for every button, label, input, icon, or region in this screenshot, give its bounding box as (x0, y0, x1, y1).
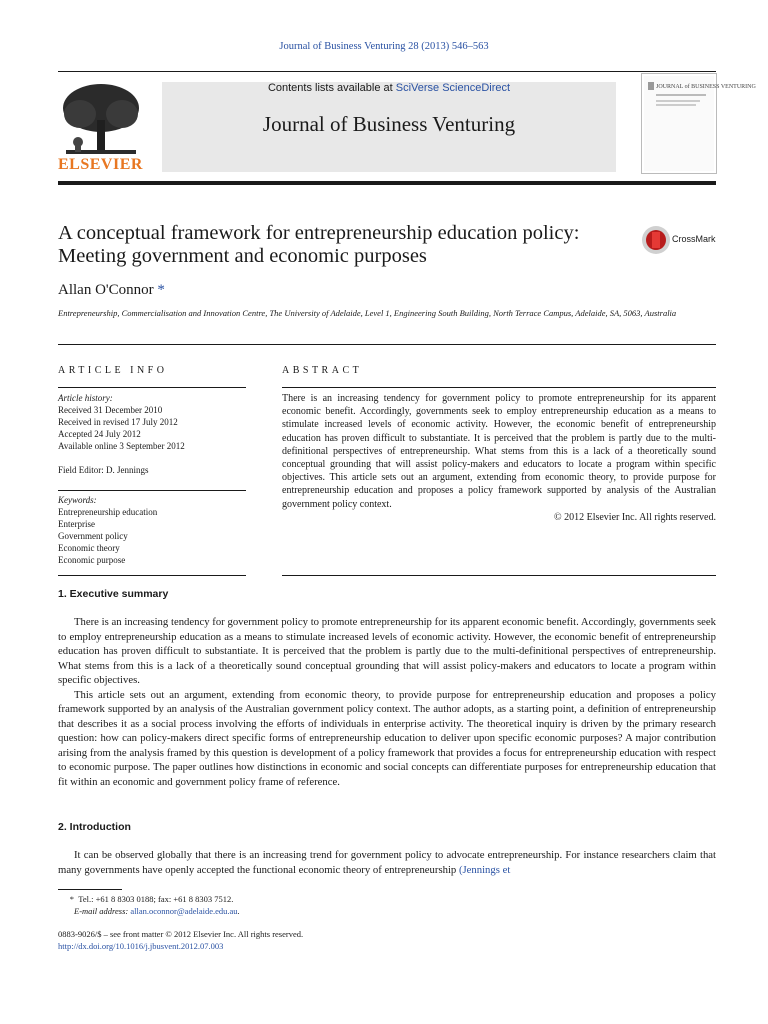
keyword-item: Government policy (58, 531, 128, 541)
keywords-block (58, 494, 246, 566)
sciencedirect-link[interactable]: SciVerse ScienceDirect (395, 82, 511, 94)
article-info-rule (58, 387, 246, 388)
issn-line: 0883-9026/$ – see front matter © 2012 Elsevier Inc. All rights reserved. (58, 929, 304, 939)
article-history (58, 392, 246, 452)
abstract-text: There is an increasing tendency for government policy to promote entrepreneurship for its apparent economic benefit. Accordingly, governments seek to employ entrepreneurship education as a means to stimulate increased levels of economic activity. However, the economic benefit of entrepreneurship education has proven difficult to substantiate. It is perceived that the problem is partly due to the multi-definitional perspectives of entrepreneurship. What stems from this is a lack of a theoretically sound conceptual grounding that will assist policy-makers and educators to locate a program within specific objectives. This article sets out an argument, extending from economic theory, to provide purpose for entrepreneurship education and proposes a policy framework supported by analysis of the Australian government policy context. (282, 393, 716, 510)
title-line-2: Meeting government and economic purposes (58, 245, 427, 267)
introduction-body (58, 848, 716, 877)
contents-prefix: Contents lists available at (267, 82, 396, 94)
crossmark-badge[interactable] (641, 225, 721, 255)
footnote-contact (58, 893, 716, 905)
abstract-bottom-rule (282, 575, 716, 576)
history-online: Available online 3 September 2012 (58, 441, 185, 451)
info-bottom-rule (58, 575, 246, 576)
section-heading-introduction: 2. Introduction (58, 821, 131, 833)
header-thick-rule (58, 181, 716, 185)
doi-link[interactable]: http://dx.doi.org/10.1016/j.jbusvent.2012.07.003 (58, 941, 224, 951)
executive-summary-body (58, 615, 716, 789)
field-editor: Field Editor: D. Jennings (58, 465, 149, 475)
citation-link[interactable]: (Jennings et (458, 863, 511, 876)
keyword-item: Enterprise (58, 519, 95, 529)
front-matter-notice (58, 928, 716, 952)
author-name: Allan O'Connor (58, 282, 154, 298)
abstract-body (282, 392, 716, 524)
abstract-heading: ABSTRACT (282, 365, 363, 376)
journal-cover-thumbnail (641, 73, 756, 174)
corresponding-author-mark[interactable]: * (157, 282, 165, 298)
history-accepted: Accepted 24 July 2012 (58, 429, 141, 439)
footnote-tel: Tel.: +61 8 8303 0188; fax: +61 8 8303 7512. (78, 894, 234, 904)
email-link[interactable]: allan.oconnor@adelaide.edu.au (130, 906, 238, 916)
abstract-copyright: © 2012 Elsevier Inc. All rights reserved. (553, 511, 716, 523)
article-title (58, 222, 638, 268)
footnote-email-line (58, 905, 716, 917)
keyword-item: Economic purpose (58, 555, 126, 565)
journal-citation[interactable]: Journal of Business Venturing 28 (2013) 546–563 (279, 41, 489, 52)
journal-title: Journal of Business Venturing (262, 112, 516, 136)
title-line-1: A conceptual framework for entrepreneurship education policy: (58, 222, 580, 244)
author-affiliation: Entrepreneurship, Commercialisation and Innovation Centre, The University of Adelaide, Level 1, Engineering South Building, North Terrace Campus, Adelaide, SA, 5063, Australia (58, 308, 677, 318)
paragraph: This article sets out an argument, extending from economic theory, to provide purpose for entrepreneurship education and proposes a policy framework supported by an analysis of the Australian government policy context. The author adopts, as a starting point, a definition of entrepreneurship that describes it as a social process involving the efforts of individuals in enterprise activity. The theoretical inquiry is driven by the primary research question: how can policy-makers direct specific forms of entrepreneurship education to deliver upon specific economic purposes? A major contribution arising from the analysis framed by this question is development of a policy framework that provides a focus for entrepreneurship education with respect to economic purpose. The paper outlines how distinctions in economic and social concepts can differentiate purposes for entrepreneurship education that fit within an economic and government policy frame of reference. (58, 688, 716, 788)
footnote-rule (58, 889, 122, 890)
section-heading-executive-summary: 1. Executive summary (58, 588, 169, 600)
top-rule (58, 71, 716, 72)
paragraph (58, 848, 716, 877)
journal-masthead (162, 82, 616, 172)
cover-image (642, 74, 756, 173)
abstract-top-rule (282, 387, 716, 388)
crossmark-label: CrossMark (672, 234, 716, 244)
keywords-rule (58, 490, 246, 491)
email-end: . (237, 906, 240, 916)
footnote (58, 893, 716, 917)
keyword-item: Entrepreneurship education (58, 507, 158, 517)
history-received: Received 31 December 2010 (58, 405, 163, 415)
paragraph: There is an increasing tendency for government policy to promote entrepreneurship for its apparent economic benefit. Accordingly, governments seek to employ entrepreneurship education as a means to stimulate increased levels of economic activity. However, the economic benefit of entrepreneurship education has proven difficult to substantiate. It is perceived that the problem is partly due to the multi-definitional perspectives of entrepreneurship. What stems from this is a lack of a theoretically sound conceptual grounding that will assist policy-makers and educators to locate a program within specific objectives. (58, 616, 716, 686)
keyword-item: Economic theory (58, 543, 120, 553)
paragraph-text: It can be observed globally that there is an increasing trend for government policy to advocate entrepreneurship. For instance researchers claim that many governments have openly accepted the functional economic theory of entrepreneurship (58, 849, 716, 876)
article-info-heading: ARTICLE INFO (58, 365, 168, 376)
footnote-mark: * (69, 894, 74, 904)
contents-line (162, 82, 616, 94)
affiliation-rule (58, 344, 716, 345)
author-line (58, 282, 165, 299)
publisher-logo-text: ELSEVIER (58, 156, 143, 173)
email-label: E-mail address: (74, 906, 131, 916)
crossmark-icon (641, 225, 671, 255)
keywords-label: Keywords: (58, 495, 97, 505)
history-label: Article history: (58, 393, 113, 403)
history-revised: Received in revised 17 July 2012 (58, 417, 178, 427)
cover-title-text: JOURNAL of BUSINESS VENTURING (656, 84, 756, 90)
